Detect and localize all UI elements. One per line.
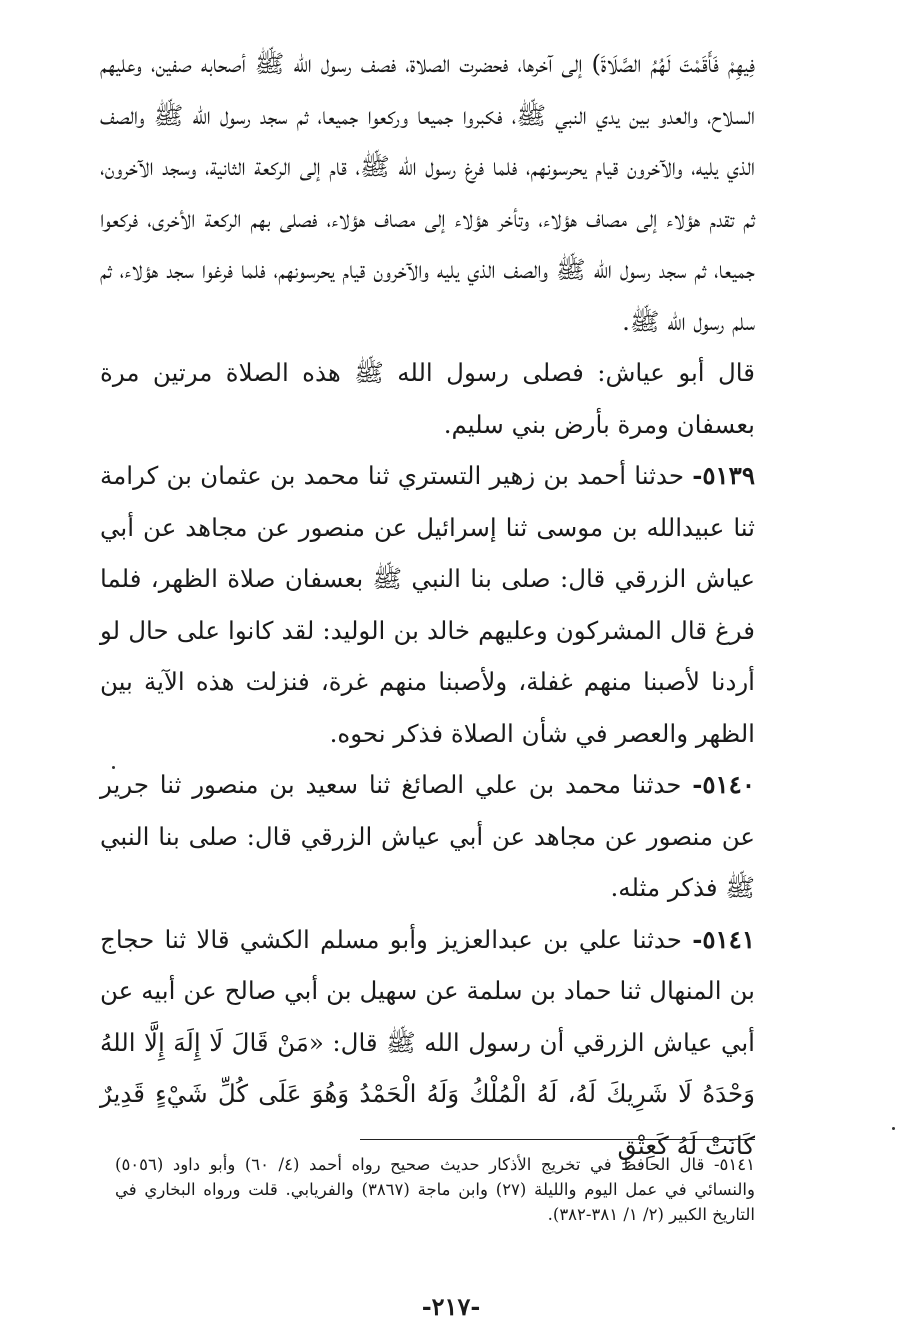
hadith-5140-text: حدثنا محمد بن علي الصائغ ثنا سعيد بن منصور ثنا جرير عن منصور عن مجاهد عن أبي عياش الزرقي قال: صلى بنا النبي ﷺ فذكر مثله. [100, 770, 755, 902]
hadith-5141-number: ٥١٤١- [692, 924, 755, 954]
hadith-5140-number: ٥١٤٠- [692, 770, 755, 799]
footnote: ٥١٤١- قال الحافظ في تخريج الأذكار حديث صحيح رواه أحمد (٤/ ٦٠) وأبو داود (٥٠٥٦) والنسائي في عمل اليوم والليلة (٢٧) وابن ماجة (٣٨٦٧) والفريابي. قلت ورواه البخاري في التاريخ الكبير (٢/ ١/ ٣٨١-٣٨٢). [115, 1155, 755, 1224]
main-text [100, 38, 755, 1171]
margin-mark-dot [112, 766, 115, 769]
hadith-5141 [100, 914, 755, 1172]
hadith-5139-number: ٥١٣٩- [692, 461, 755, 490]
paragraph-2-text: قال أبو عياش: فصلى رسول الله ﷺ هذه الصلاة مرتين مرة بعسفان ومرة بأرض بني سليم. [100, 358, 755, 439]
hadith-5139-text: حدثنا أحمد بن زهير التستري ثنا محمد بن عثمان بن كرامة ثنا عبيدالله بن موسى ثنا إسرائيل عن منصور عن مجاهد عن أبي عياش الزرقي قال: صلى بنا النبي ﷺ بعسفان صلاة الظهر، فلما فرغ قال المشركون وعليهم خالد بن الوليد: لقد كانوا على حال لو أردنا لأصبنا منهم غفلة، ولأصبنا منهم غرة، فنزلت هذه الآية بين الظهر والعصر في شأن الصلاة فذكر نحوه. [100, 461, 755, 748]
paragraph-1 [100, 38, 755, 347]
footnote-separator [360, 1139, 755, 1140]
margin-mark-dot-lower [892, 1127, 895, 1130]
hadith-5139 [100, 450, 755, 759]
page-number: -٢١٧- [421, 1292, 481, 1321]
page-body [100, 38, 755, 1171]
hadith-5141-text: حدثنا علي بن عبدالعزيز وأبو مسلم الكشي قالا ثنا حجاج بن المنهال ثنا حماد بن سلمة عن سهيل بن أبي صالح عن أبيه عن أبي عياش الزرقي أن رسول الله ﷺ قال: «مَنْ قَالَ لَا إِلَهَ إِلَّا اللهُ وَحْدَهُ لَا شَرِيكَ لَهُ، لَهُ الْمُلْكُ وَلَهُ الْحَمْدُ وَهُوَ عَلَى كُلِّ شَيْءٍ قَدِيرٌ كَانَتْ لَهُ كَعِتْقِ [100, 924, 755, 1160]
paragraph-2 [100, 347, 755, 450]
hadith-5140 [100, 759, 755, 914]
paragraph-1-text: فِيهِمْ فَأَقَمْتَ لَهُمُ الصَّلَاةَ) إلى آخرها، فحضرت الصلاة، فصف رسول الله ﷺ أصحابه صفين، وعليهم السلاح، والعدو بين يدي النبي ﷺ، فكبروا جميعا وركعوا جميعا، ثم سجد رسول الله ﷺ والصف الذي يليه، والآخرون قيام يحرسونهم، فلما فرغ رسول الله ﷺ، قام إلى الركعة الثانية، وسجد الآخرون، ثم تقدم هؤلاء إلى مصاف هؤلاء، وتأخر هؤلاء إلى مصاف هؤلاء، فصلى بهم الركعة الأخرى، فركعوا جميعا، ثم سجد رسول الله ﷺ والصف الذي يليه والآخرون قيام يحرسونهم، فلما فرغوا سجد هؤلاء، ثم سلم رسول الله ﷺ. [100, 49, 755, 336]
